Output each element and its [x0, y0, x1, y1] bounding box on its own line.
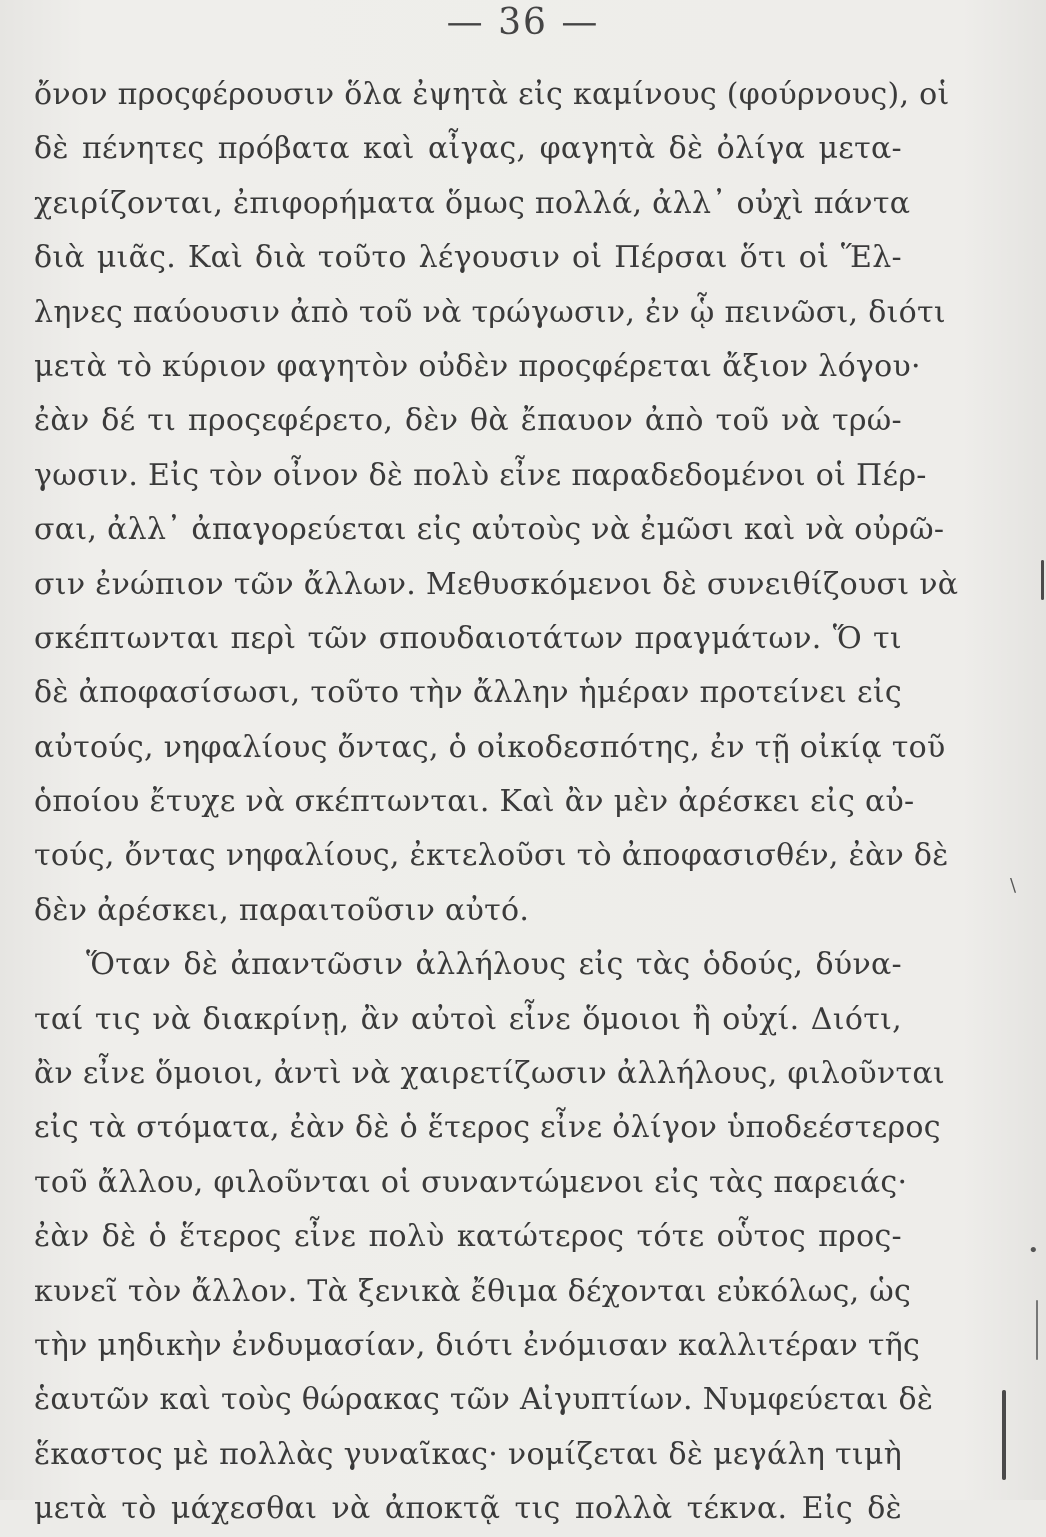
text-line: ἂν εἶνε ὅμοιοι, ἀντὶ νὰ χαιρετίζωσιν ἀλλήλους, φιλοῦνται — [34, 1056, 946, 1092]
text-line: ὄνον προςφέρουσιν ὅλα ἐψητὰ εἰς καμίνους (φούρνους), οἱ — [34, 77, 950, 112]
scan-edge-mark — [1036, 1300, 1038, 1360]
text-line: σαι, ἀλλ᾽ ἀπαγορεύεται εἰς αὐτοὺς νὰ ἐμῶσι καὶ νὰ οὐρῶ- — [34, 512, 945, 548]
text-line: σκέπτωνται περὶ τῶν σπουδαιοτάτων πραγμάτων. Ὅ τι — [34, 620, 902, 656]
text-line: ὁποίου ἔτυχε νὰ σκέπτωνται. Καὶ ἂν μὲν ἀρέσκει εἰς αὐ- — [34, 784, 915, 820]
text-line: αὐτούς, νηφαλίους ὄντας, ὁ οἰκοδεσπότης, ἐν τῇ οἰκίᾳ τοῦ — [34, 729, 946, 765]
text-line: ταί τις νὰ διακρίνῃ, ἂν αὐτοὶ εἶνε ὅμοιοι ἢ οὐχί. Διότι, — [34, 1001, 902, 1037]
text-line: κυνεῖ τὸν ἄλλον. Τὰ ξενικὰ ἔθιμα δέχονται εὐκόλως, ὡς — [34, 1273, 912, 1309]
text-line-paragraph-end: δὲν ἀρέσκει, παραιτοῦσιν αὐτό. — [34, 892, 530, 928]
text-line: ἐὰν δέ τι προςεφέρετο, δὲν θὰ ἔπαυον ἀπὸ τοῦ νὰ τρώ- — [34, 403, 902, 439]
text-line: εἰς τὰ στόματα, ἐὰν δὲ ὁ ἕτερος εἶνε ὀλίγον ὑποδεέστερος — [34, 1110, 941, 1146]
text-line: γωσιν. Εἰς τὸν οἶνον δὲ πολὺ εἶνε παραδεδομένοι οἱ Πέρ- — [34, 457, 927, 493]
text-line: μετὰ τὸ κύριον φαγητὸν οὐδὲν προςφέρεται ἄξιον λόγου· — [34, 348, 921, 384]
text-line: σιν ἐνώπιον τῶν ἄλλων. Μεθυσκόμενοι δὲ συνειθίζουσι νὰ — [34, 566, 959, 602]
scan-speck: • — [1028, 1240, 1039, 1261]
text-line-paragraph-start: Ὅταν δὲ ἀπαντῶσιν ἀλλήλους εἰς τὰς ὁδούς, δύνα- — [86, 947, 902, 983]
text-line: ληνες παύουσιν ἀπὸ τοῦ νὰ τρώγωσιν, ἐν ᾧ πεινῶσι, διότι — [34, 294, 946, 330]
text-line: τούς, ὄντας νηφαλίους, ἐκτελοῦσι τὸ ἀποφασισθέν, ἐὰν δὲ — [34, 838, 949, 874]
scan-speck: \ — [1010, 875, 1017, 896]
page-number: — 36 — — [446, 2, 600, 43]
scan-edge-mark — [1041, 560, 1044, 600]
text-line: μετὰ τὸ μάχεσθαι νὰ ἀποκτᾷ τις πολλὰ τέκνα. Εἰς δὲ — [34, 1491, 902, 1527]
text-line: τὴν μηδικὴν ἐνδυμασίαν, διότι ἐνόμισαν καλλιτέραν τῆς — [34, 1327, 921, 1363]
text-line: διὰ μιᾶς. Καὶ διὰ τοῦτο λέγουσιν οἱ Πέρσαι ὅτι οἱ Ἕλ- — [34, 240, 902, 276]
text-line: ἑαυτῶν καὶ τοὺς θώρακας τῶν Αἰγυπτίων. Νυμφεύεται δὲ — [34, 1382, 934, 1418]
text-line: τοῦ ἄλλου, φιλοῦνται οἱ συναντώμενοι εἰς τὰς παρειάς· — [34, 1164, 908, 1200]
text-line: χειρίζονται, ἐπιφορήματα ὅμως πολλά, ἀλλ᾽ οὐχὶ πάντα — [34, 185, 911, 221]
scan-edge-mark — [1002, 1390, 1006, 1480]
body-text — [34, 68, 959, 1537]
text-line: δὲ ἀποφασίσωσι, τοῦτο τὴν ἄλλην ἡμέραν προτείνει εἰς — [34, 675, 902, 711]
text-line: ἐὰν δὲ ὁ ἕτερος εἶνε πολὺ κατώτερος τότε οὗτος προς- — [34, 1219, 902, 1255]
text-line: ἕκαστος μὲ πολλὰς γυναῖκας· νομίζεται δὲ μεγάλη τιμὴ — [34, 1436, 902, 1472]
text-line: δὲ πένητες πρόβατα καὶ αἶγας, φαγητὰ δὲ ὀλίγα μετα- — [34, 131, 902, 167]
